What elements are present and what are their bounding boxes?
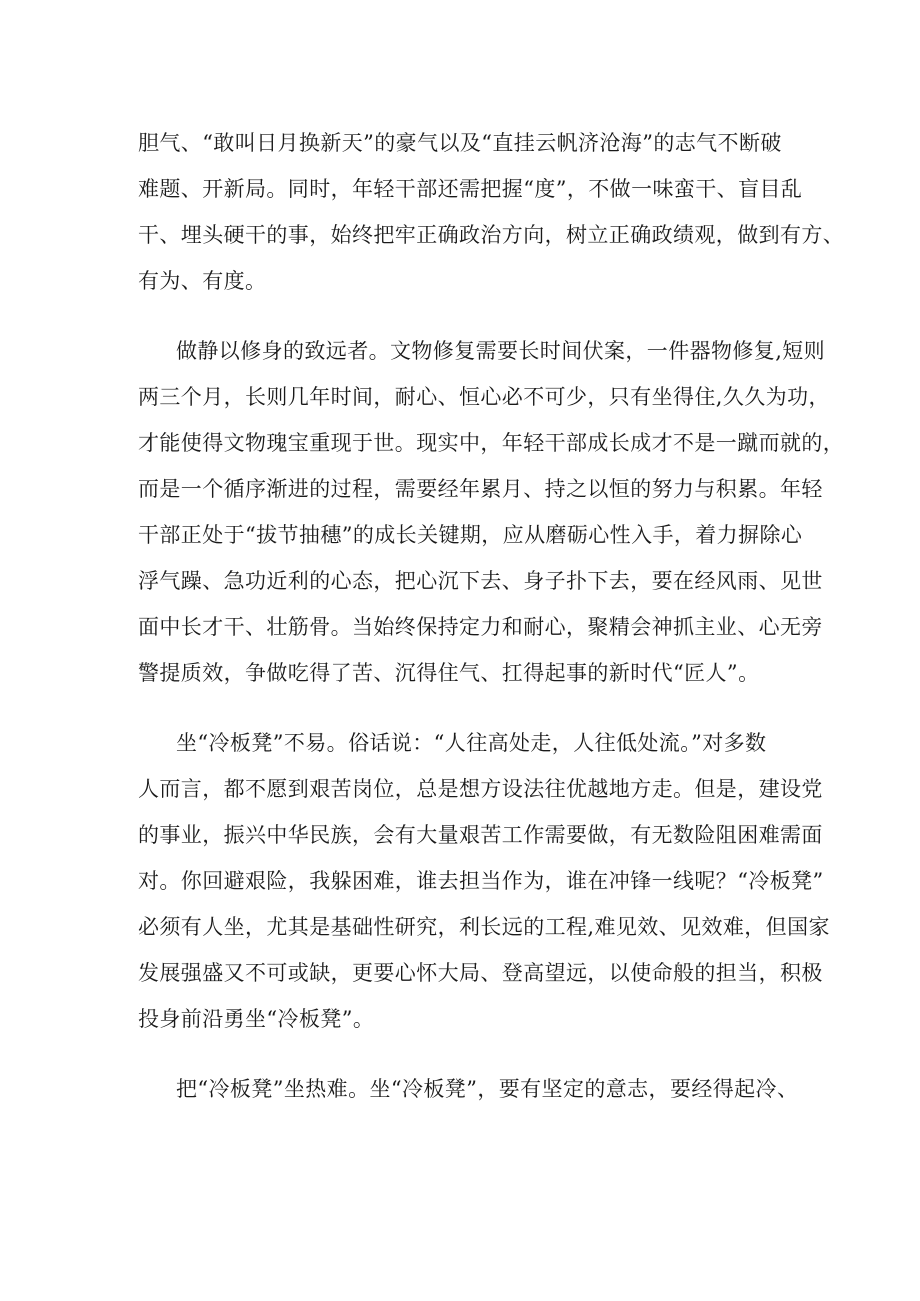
text-line: 才能使得文物瑰宝重现于世。现实中，年轻干部成长成才不是一蹴而就的， xyxy=(138,431,845,455)
text-line: 干、埋头硬干的事，始终把牢正确政治方向，树立正确政绩观，做到有方、 xyxy=(138,223,845,247)
text-line: 人而言，都不愿到艰苦岗位，总是想方设法往优越地方走。但是，建设党 xyxy=(138,777,823,801)
text-line: 警提质效，争做吃得了苦、沉得住气、扛得起事的新时代“匠人”。 xyxy=(138,661,760,685)
text-line: 胆气、“敢叫日月换新天”的豪气以及“直挂云帆济沧海”的志气不断破 xyxy=(138,131,782,155)
text-line: 投身前沿勇坐“冷板凳”。 xyxy=(138,1007,375,1031)
text-line: 必须有人坐，尤其是基础性研究，利长远的工程,难见效、见效难，但国家 xyxy=(138,915,830,939)
paragraph-first-line: 把“冷板凳”坐热难。坐“冷板凳”，要有坚定的意志，要经得起冷、 xyxy=(176,1077,799,1101)
text-line: 浮气躁、急功近利的心态，把心沉下去、身子扑下去，要在经风雨、见世 xyxy=(138,569,823,593)
text-line: 发展强盛又不可或缺，更要心怀大局、登高望远，以使命般的担当，积极 xyxy=(138,961,823,985)
paragraph-first-line: 坐“冷板凳”不易。俗话说：“人往高处走，人往低处流。”对多数 xyxy=(176,731,767,755)
text-line: 难题、开新局。同时，年轻干部还需把握“度”，不做一味蛮干、盲目乱 xyxy=(138,177,803,201)
text-line: 两三个月，长则几年时间，耐心、恒心必不可少，只有坐得住,久久为功， xyxy=(138,385,830,409)
text-line: 干部正处于“拔节抽穗”的成长关键期，应从磨砺心性入手，着力摒除心 xyxy=(138,523,803,547)
text-line: 面中长才干、壮筋骨。当始终保持定力和耐心，聚精会神抓主业、心无旁 xyxy=(138,615,823,639)
paragraph-first-line: 做静以修身的致远者。文物修复需要长时间伏案，一件器物修复,短则 xyxy=(176,339,826,363)
text-line: 对。你回避艰险，我躲困难，谁去担当作为，谁在冲锋一线呢？“冷板凳” xyxy=(138,869,824,893)
text-line: 而是一个循序渐进的过程，需要经年累月、持之以恒的努力与积累。年轻 xyxy=(138,477,823,501)
text-line: 有为、有度。 xyxy=(138,269,267,293)
text-line: 的事业，振兴中华民族，会有大量艰苦工作需要做，有无数险阻困难需面 xyxy=(138,823,823,847)
